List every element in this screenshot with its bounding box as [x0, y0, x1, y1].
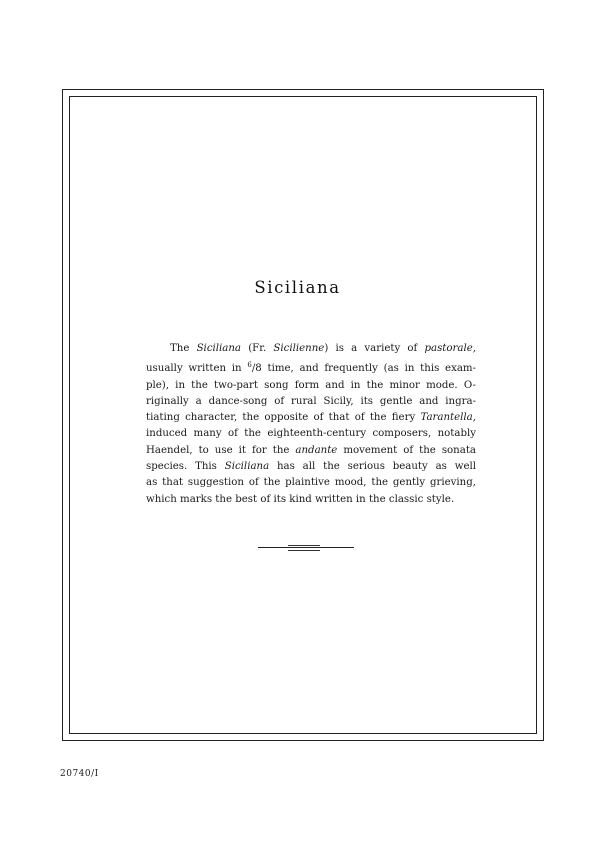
- paragraph-line: [146, 394, 476, 410]
- text-run: species. This: [146, 461, 225, 473]
- text-run: ) is a variety of: [324, 343, 425, 354]
- paragraph-line: [146, 443, 476, 459]
- italic-term: Siciliana: [224, 461, 270, 473]
- text-run: which marks the best of its kind written in the classic style.: [146, 493, 455, 505]
- time-signature: $^6$/8: [247, 361, 262, 375]
- italic-term: pastorale,: [424, 343, 477, 354]
- italic-term: Siciliana: [196, 343, 242, 354]
- paragraph-line: [146, 357, 476, 377]
- text-run: usually written in: [146, 363, 248, 375]
- italic-term: andante: [295, 444, 338, 456]
- text-run: (Fr.: [241, 343, 274, 354]
- text-run: as that suggestion of the plaintive mood, the gently grieving,: [146, 477, 476, 489]
- text-run: movement of the sonata: [337, 444, 476, 456]
- paragraph-line: [146, 492, 476, 508]
- paragraph-line: [146, 475, 476, 491]
- text-run: The: [170, 343, 197, 354]
- italic-term: Sicilienne: [273, 343, 325, 354]
- decorative-rule-center: [288, 545, 320, 551]
- catalog-number: 20740/I: [60, 769, 99, 779]
- text-run: riginally a dance-song of rural Sicily, its gentle and ingra-: [146, 395, 476, 407]
- italic-term: Tarantella,: [420, 412, 476, 424]
- text-run: ple), in the two-part song form and in the minor mode. O-: [146, 379, 476, 391]
- paragraph-line: [146, 341, 476, 357]
- text-run: induced many of the eighteenth-century composers, notably: [146, 428, 476, 440]
- text-run: has all the serious beauty as well: [269, 461, 476, 473]
- paragraph-line: [146, 410, 476, 426]
- description-paragraph: [146, 341, 476, 508]
- text-run: time, and frequently (as in this exam-: [261, 363, 476, 375]
- paragraph-line: [146, 378, 476, 394]
- text-run: Haendel, to use it for the: [146, 444, 296, 456]
- page-title: Siciliana: [254, 278, 341, 297]
- text-run: tiating character, the opposite of that of the fiery: [146, 412, 421, 424]
- paragraph-line: [146, 459, 476, 475]
- paragraph-line: [146, 426, 476, 442]
